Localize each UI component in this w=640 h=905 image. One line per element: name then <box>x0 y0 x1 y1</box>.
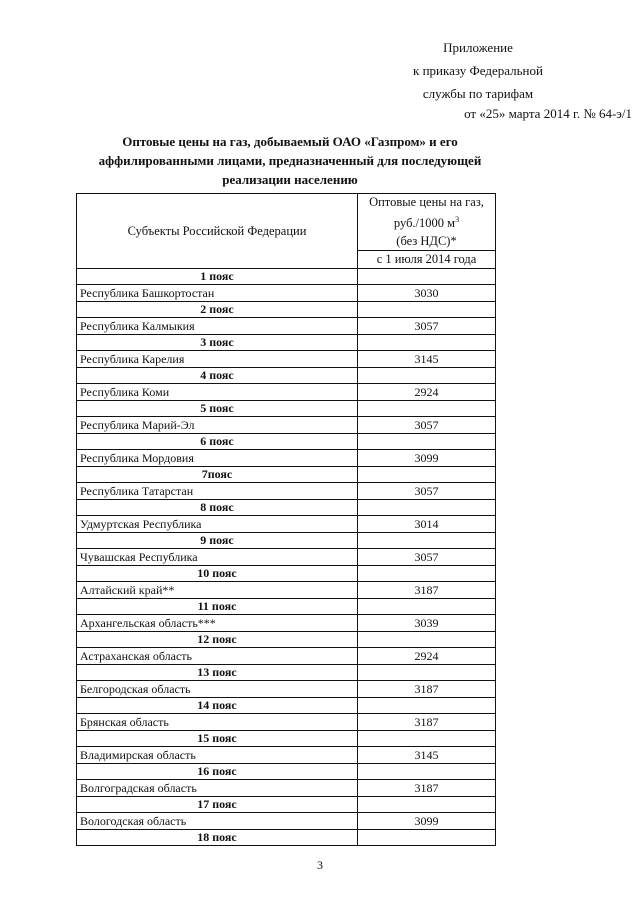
region-name: Республика Марий-Эл <box>77 417 358 434</box>
zone-empty-cell <box>358 533 496 549</box>
price-unit: руб./1000 м <box>393 216 456 231</box>
appendix-header <box>368 36 588 105</box>
zone-empty-cell <box>358 269 496 285</box>
region-name: Белгородская область <box>77 681 358 698</box>
region-name: Республика Татарстан <box>77 483 358 500</box>
title-line-2: аффилированными лицами, предназначенный для последующей <box>98 153 482 168</box>
region-price: 3057 <box>358 318 496 335</box>
zone-label: 7пояс <box>77 467 358 483</box>
region-name: Республика Калмыкия <box>77 318 358 335</box>
region-price: 3057 <box>358 549 496 566</box>
region-row <box>77 648 496 665</box>
region-price: 3187 <box>358 681 496 698</box>
zone-label: 8 пояс <box>77 500 358 516</box>
region-price: 3014 <box>358 516 496 533</box>
zone-label: 13 пояс <box>77 665 358 681</box>
zone-empty-cell <box>358 764 496 780</box>
zone-row <box>77 599 496 615</box>
region-row <box>77 450 496 467</box>
region-name: Алтайский край** <box>77 582 358 599</box>
region-price: 3187 <box>358 714 496 731</box>
zone-empty-cell <box>358 599 496 615</box>
page-number: 3 <box>317 858 323 872</box>
zone-row <box>77 302 496 318</box>
region-price: 3145 <box>358 747 496 764</box>
zone-label: 5 пояс <box>77 401 358 417</box>
order-date-line: от «25» марта 2014 г. № 64-э/1 <box>464 106 632 121</box>
zone-label: 9 пояс <box>77 533 358 549</box>
zone-row <box>77 830 496 846</box>
zone-label: 18 пояс <box>77 830 358 846</box>
price-unit-superscript: 3 <box>455 215 460 225</box>
region-price: 3039 <box>358 615 496 632</box>
zone-row <box>77 269 496 285</box>
region-price: 3030 <box>358 285 496 302</box>
zone-empty-cell <box>358 632 496 648</box>
price-table <box>76 193 496 846</box>
region-row <box>77 615 496 632</box>
zone-row <box>77 335 496 351</box>
region-row <box>77 285 496 302</box>
region-price: 3057 <box>358 417 496 434</box>
region-row <box>77 780 496 797</box>
zone-label: 15 пояс <box>77 731 358 747</box>
region-row <box>77 681 496 698</box>
region-price: 2924 <box>358 648 496 665</box>
price-table-body <box>77 269 496 846</box>
zone-label: 3 пояс <box>77 335 358 351</box>
zone-label: 17 пояс <box>77 797 358 813</box>
region-price: 2924 <box>358 384 496 401</box>
region-name: Удмуртская Республика <box>77 516 358 533</box>
zone-row <box>77 731 496 747</box>
price-header-line-3: (без НДС)* <box>396 233 457 248</box>
region-price: 3187 <box>358 582 496 599</box>
zone-label: 11 пояс <box>77 599 358 615</box>
price-header-line-2 <box>361 211 492 232</box>
region-row <box>77 351 496 368</box>
zone-label: 14 пояс <box>77 698 358 714</box>
region-row <box>77 714 496 731</box>
region-row <box>77 318 496 335</box>
document-title <box>80 132 500 189</box>
region-row <box>77 483 496 500</box>
price-header-line-1: Оптовые цены на газ, <box>369 195 484 210</box>
title-line-3: реализации населению <box>222 172 358 187</box>
zone-empty-cell <box>358 500 496 516</box>
region-name: Астраханская область <box>77 648 358 665</box>
zone-row <box>77 566 496 582</box>
zone-row <box>77 665 496 681</box>
region-name: Республика Карелия <box>77 351 358 368</box>
region-name: Республика Мордовия <box>77 450 358 467</box>
regions-column-header: Субъекты Российской Федерации <box>77 194 358 269</box>
region-row <box>77 813 496 830</box>
region-name: Владимирская область <box>77 747 358 764</box>
zone-empty-cell <box>358 467 496 483</box>
region-name: Чувашская Республика <box>77 549 358 566</box>
zone-label: 16 пояс <box>77 764 358 780</box>
appendix-line-1: Приложение <box>443 40 513 55</box>
zone-label: 12 пояс <box>77 632 358 648</box>
zone-row <box>77 764 496 780</box>
region-name: Брянская область <box>77 714 358 731</box>
region-price: 3099 <box>358 450 496 467</box>
region-name: Волгоградская область <box>77 780 358 797</box>
zone-row <box>77 368 496 384</box>
date-column-header: с 1 июля 2014 года <box>358 251 496 269</box>
appendix-line-2: к приказу Федеральной <box>413 63 543 78</box>
zone-label: 6 пояс <box>77 434 358 450</box>
region-name: Архангельская область*** <box>77 615 358 632</box>
zone-empty-cell <box>358 401 496 417</box>
zone-empty-cell <box>358 665 496 681</box>
zone-row <box>77 698 496 714</box>
zone-empty-cell <box>358 302 496 318</box>
zone-empty-cell <box>358 830 496 846</box>
zone-label: 4 пояс <box>77 368 358 384</box>
zone-row <box>77 632 496 648</box>
zone-empty-cell <box>358 698 496 714</box>
region-row <box>77 549 496 566</box>
zone-row <box>77 401 496 417</box>
title-line-1: Оптовые цены на газ, добываемый ОАО «Газпром» и его <box>122 134 458 149</box>
zone-empty-cell <box>358 797 496 813</box>
appendix-line-3: службы по тарифам <box>422 86 534 101</box>
region-name: Вологодская область <box>77 813 358 830</box>
region-row <box>77 582 496 599</box>
zone-row <box>77 533 496 549</box>
zone-row <box>77 467 496 483</box>
region-price: 3099 <box>358 813 496 830</box>
zone-row <box>77 797 496 813</box>
region-price: 3057 <box>358 483 496 500</box>
zone-empty-cell <box>358 566 496 582</box>
zone-label: 2 пояс <box>77 302 358 318</box>
price-column-header <box>358 194 496 251</box>
zone-empty-cell <box>358 434 496 450</box>
region-row <box>77 384 496 401</box>
region-name: Республика Башкортостан <box>77 285 358 302</box>
region-row <box>77 516 496 533</box>
region-name: Республика Коми <box>77 384 358 401</box>
zone-empty-cell <box>358 335 496 351</box>
zone-empty-cell <box>358 731 496 747</box>
region-price: 3187 <box>358 780 496 797</box>
region-row <box>77 747 496 764</box>
region-price: 3145 <box>358 351 496 368</box>
region-row <box>77 417 496 434</box>
zone-label: 10 пояс <box>77 566 358 582</box>
zone-row <box>77 434 496 450</box>
zone-empty-cell <box>358 368 496 384</box>
zone-row <box>77 500 496 516</box>
zone-label: 1 пояс <box>77 269 358 285</box>
